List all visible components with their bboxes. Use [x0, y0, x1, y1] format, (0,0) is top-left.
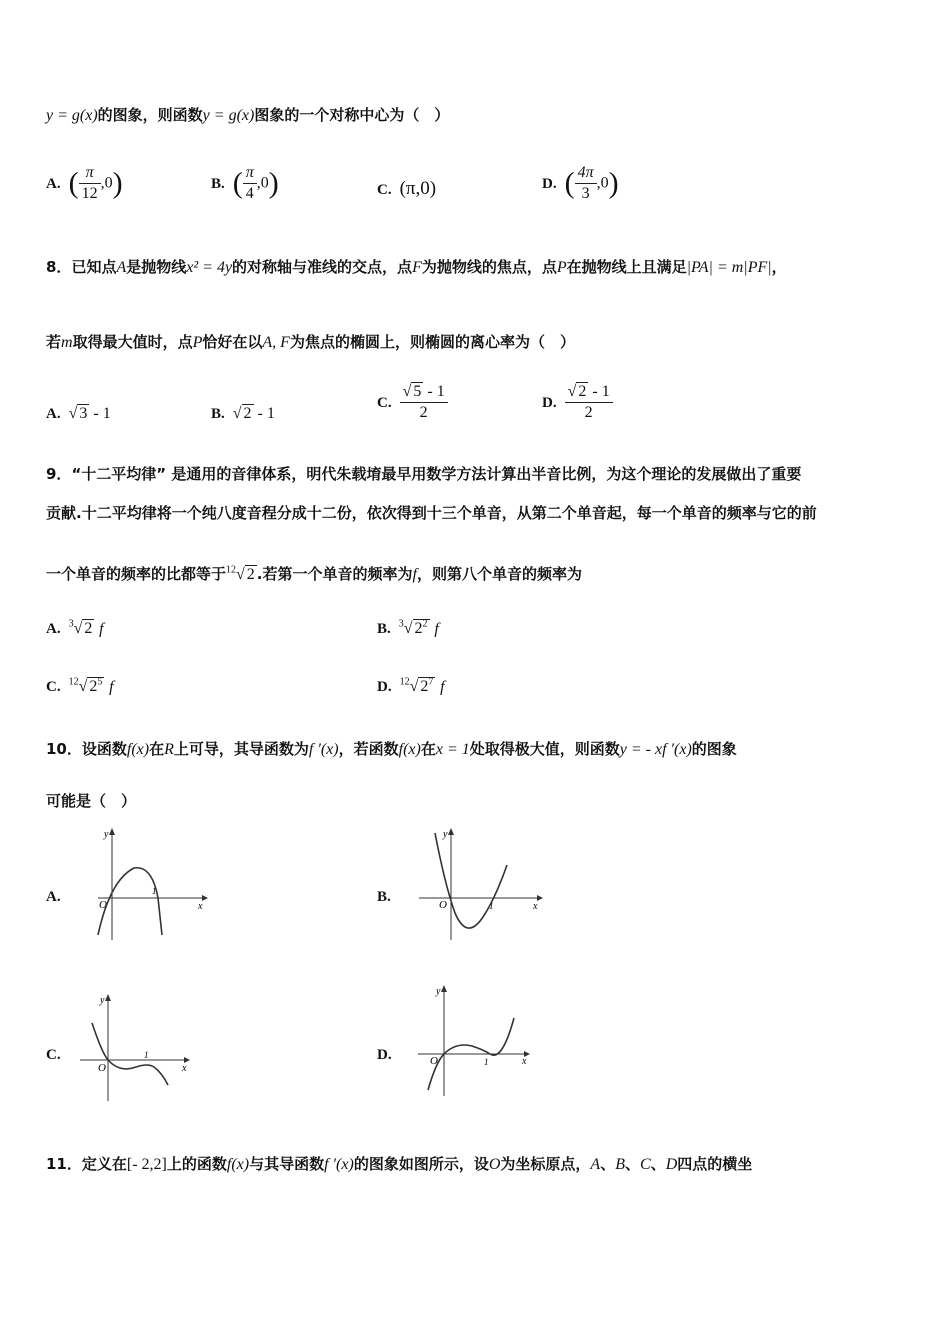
y-axis-arrow-icon: [448, 828, 454, 835]
q7-option-a[interactable]: A. ( $\frac{\pi}{12}$ ,0): [46, 164, 123, 202]
q11-stem: 11．定义在[- 2,2]上的函数f(x)与其导函数f ′(x)的图象如图所示，设O为坐标原点，A、B、C、D四点的横坐: [46, 1155, 753, 1173]
q9-stem-line1: 9．“十二平均律” 是通用的音律体系，明代朱载堉最早用数学方法计算出半音比例，为这个理论的发展做出了重要: [46, 465, 802, 483]
curve-b: [435, 833, 507, 928]
q10-graph-c: [78, 985, 198, 1105]
q10-stem-line2: 可能是（ ）: [46, 792, 137, 810]
q7-option-d[interactable]: D. ( $\frac{4\pi}{3}$ ,0): [542, 164, 619, 202]
axis-y-label: y: [436, 986, 441, 997]
x-axis-arrow-icon: [537, 895, 543, 901]
q7-stem: y = g(x)的图象，则函数y = g(x)图象的一个对称中心为（ ）: [46, 106, 450, 124]
y-axis-arrow-icon: [109, 828, 115, 835]
q10-graph-b: [415, 825, 545, 945]
q10-option-c[interactable]: C.: [46, 1047, 61, 1063]
q9-option-d[interactable]: D. $^{12}$√ $2^7$ f: [377, 677, 445, 696]
q8-option-a[interactable]: A. √ 3 - 1: [46, 405, 111, 422]
origin-label: O: [439, 899, 447, 911]
q9-stem-line2: 贡献.十二平均律将一个纯八度音程分成十二份，依次得到十三个单音，从第二个单音起，每一个单音的频率与它的前: [46, 504, 817, 522]
y-axis-arrow-icon: [105, 994, 111, 1001]
axis-y-label: y: [100, 995, 105, 1006]
q7-option-b[interactable]: B. ( $\frac{\pi}{4}$ ,0): [211, 164, 279, 202]
tick-1-label: 1: [489, 901, 494, 911]
q8-stem-line2: 若m取得最大值时，点P恰好在以A, F为焦点的椭圆上，则椭圆的离心率为（ ）: [46, 333, 575, 351]
axis-x-label: x: [533, 901, 538, 912]
q9-option-a[interactable]: A. $^3$√ 2 f: [46, 619, 104, 638]
q7-math-1: y = g(x): [46, 107, 98, 124]
q7-option-c[interactable]: C. (π,0): [377, 178, 437, 199]
axis-x-label: x: [182, 1063, 187, 1074]
origin-label: O: [98, 1062, 106, 1074]
curve-a: [98, 868, 162, 935]
y-axis-arrow-icon: [441, 985, 447, 992]
origin-label: O: [99, 899, 107, 911]
tick-1-label: 1: [144, 1050, 149, 1060]
q10-option-d[interactable]: D.: [377, 1047, 392, 1063]
tick-1-label: 1: [152, 886, 157, 896]
q9-option-c[interactable]: C. $^{12}$√ $2^5$ f: [46, 677, 114, 696]
origin-label: O: [430, 1055, 438, 1067]
axis-x-label: x: [522, 1056, 527, 1067]
axis-y-label: y: [443, 829, 448, 840]
curve-c: [92, 1023, 168, 1085]
q10-option-b[interactable]: B.: [377, 889, 391, 905]
axis-y-label: y: [104, 829, 109, 840]
q7-math-2: y = g(x): [202, 107, 255, 124]
q10-graph-a: [90, 825, 210, 945]
q8-stem-line1: 8．已知点A是抛物线x² = 4y的对称轴与准线的交点，点F为抛物线的焦点，点P在抛物线上且满足|PA| = m|PF|，: [46, 258, 787, 276]
q10-option-a[interactable]: A.: [46, 889, 61, 905]
axis-x-label: x: [198, 901, 203, 912]
q10-graph-d: [410, 980, 535, 1100]
q9-stem-line3: 一个单音的频率的比都等于$^{12}$√ 2 .若第一个单音的频率为f，则第八个单音的频率为: [46, 564, 582, 583]
tick-1-label: 1: [484, 1057, 489, 1067]
q9-option-b[interactable]: B. $^3$√ $2^2$ f: [377, 619, 439, 638]
q8-option-d[interactable]: D. $\frac{√ 2 - 1}{2}$: [542, 382, 613, 423]
q8-option-b[interactable]: B. √ 2 - 1: [211, 405, 275, 422]
q8-option-c[interactable]: C. $\frac{√ 5 - 1}{2}$: [377, 382, 448, 423]
q10-stem-line1: 10．设函数f(x)在R上可导，其导函数为f ′(x)，若函数f(x)在x = 1处取得极大值，则函数y = - xf ′(x)的图象: [46, 740, 737, 758]
x-axis-arrow-icon: [202, 895, 208, 901]
